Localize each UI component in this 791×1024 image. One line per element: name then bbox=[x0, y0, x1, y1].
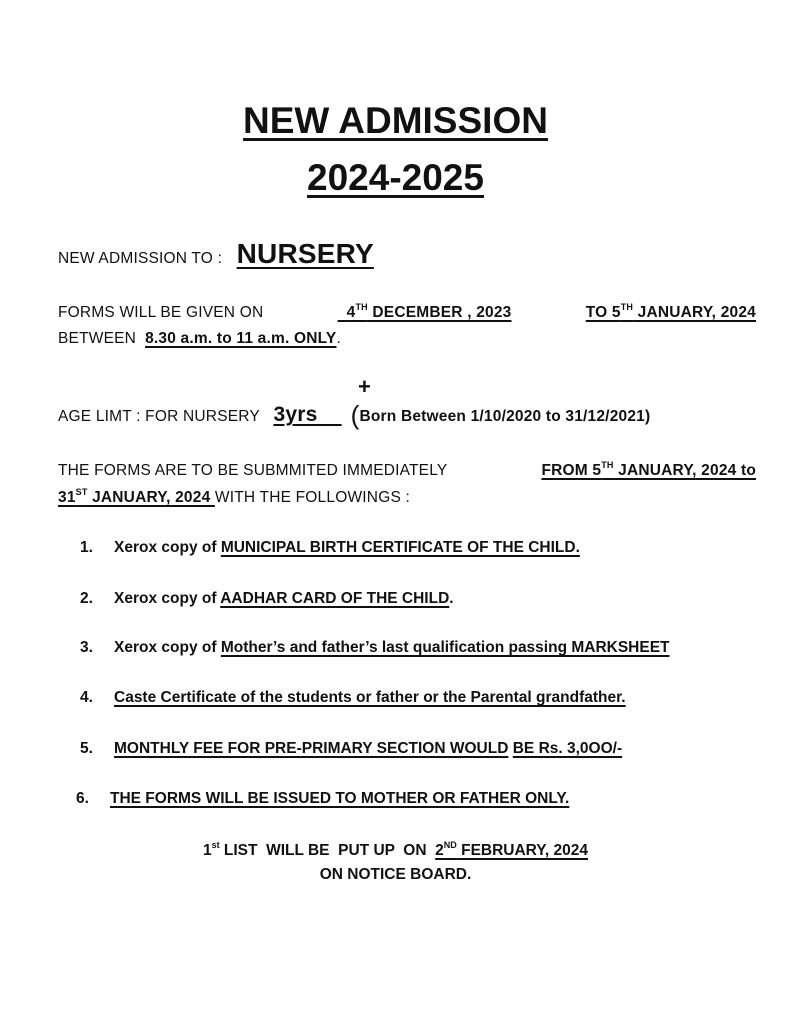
title-year: 2024-2025 bbox=[307, 157, 484, 198]
submission-tail: WITH THE FOLLOWINGS : bbox=[214, 489, 410, 506]
forms-time: 8.30 a.m. to 11 a.m. ONLY bbox=[145, 330, 337, 347]
age-born-range: Born Between 1/10/2020 to 31/12/2021) bbox=[359, 408, 651, 425]
age-limit-line: AGE LIMT : FOR NURSERY 3yrs (Born Between 1/10/2020 to 31/12/2021) bbox=[58, 400, 651, 430]
age-years: 3yrs bbox=[273, 403, 318, 426]
list-item: 5. MONTHLY FEE FOR PRE-PRIMARY SECTION WOULD BE Rs. 3,0OO/- bbox=[80, 740, 623, 757]
list-item: 6. THE FORMS WILL BE ISSUED TO MOTHER OR FATHER ONLY. bbox=[76, 790, 570, 807]
submission-line-2 bbox=[58, 489, 410, 507]
forms-given-intro: FORMS WILL BE GIVEN ON bbox=[58, 304, 264, 321]
submission-text: THE FORMS ARE TO BE SUBMMITED IMMEDIATELY bbox=[58, 462, 448, 479]
notice-board-line bbox=[0, 866, 791, 884]
forms-start-date: 4TH DECEMBER , 2023 bbox=[346, 302, 512, 321]
forms-time-line: BETWEEN 8.30 a.m. to 11 a.m. ONLY. bbox=[58, 330, 341, 347]
title-line-2 bbox=[0, 157, 791, 199]
title-text: NEW ADMISSION bbox=[243, 100, 548, 141]
submission-from-date: FROM 5TH JANUARY, 2024 to bbox=[541, 460, 756, 479]
plus-sign: + bbox=[358, 374, 371, 399]
admission-label: NEW ADMISSION TO : bbox=[58, 250, 223, 267]
forms-given-line bbox=[58, 304, 756, 322]
first-list-date: 2ND FEBRUARY, 2024 bbox=[435, 840, 589, 859]
between-label: BETWEEN bbox=[58, 330, 137, 347]
title-line-1 bbox=[0, 100, 791, 142]
list-item: 4. Caste Certificate of the students or father or the Parental grandfather. bbox=[80, 689, 626, 706]
forms-end-date: TO 5TH JANUARY, 2024 bbox=[585, 302, 756, 321]
list-item: 2. Xerox copy of AADHAR CARD OF THE CHILD. bbox=[80, 590, 454, 607]
notice-board-text: ON NOTICE BOARD. bbox=[319, 866, 472, 883]
list-item: 1. Xerox copy of MUNICIPAL BIRTH CERTIFICATE OF THE CHILD. bbox=[80, 539, 580, 556]
submission-to-date: 31ST JANUARY, 2024 bbox=[58, 487, 215, 506]
submission-line-1 bbox=[58, 462, 756, 480]
age-label: AGE LIMT : FOR NURSERY bbox=[58, 408, 260, 425]
admission-line bbox=[58, 238, 374, 270]
list-item: 3. Xerox copy of Mother’s and father’s last qualification passing MARKSHEET bbox=[80, 639, 670, 656]
admission-class: NURSERY bbox=[236, 238, 374, 269]
first-list-line: 1st LIST WILL BE PUT UP ON 2ND FEBRUARY, 2024 bbox=[202, 840, 589, 859]
